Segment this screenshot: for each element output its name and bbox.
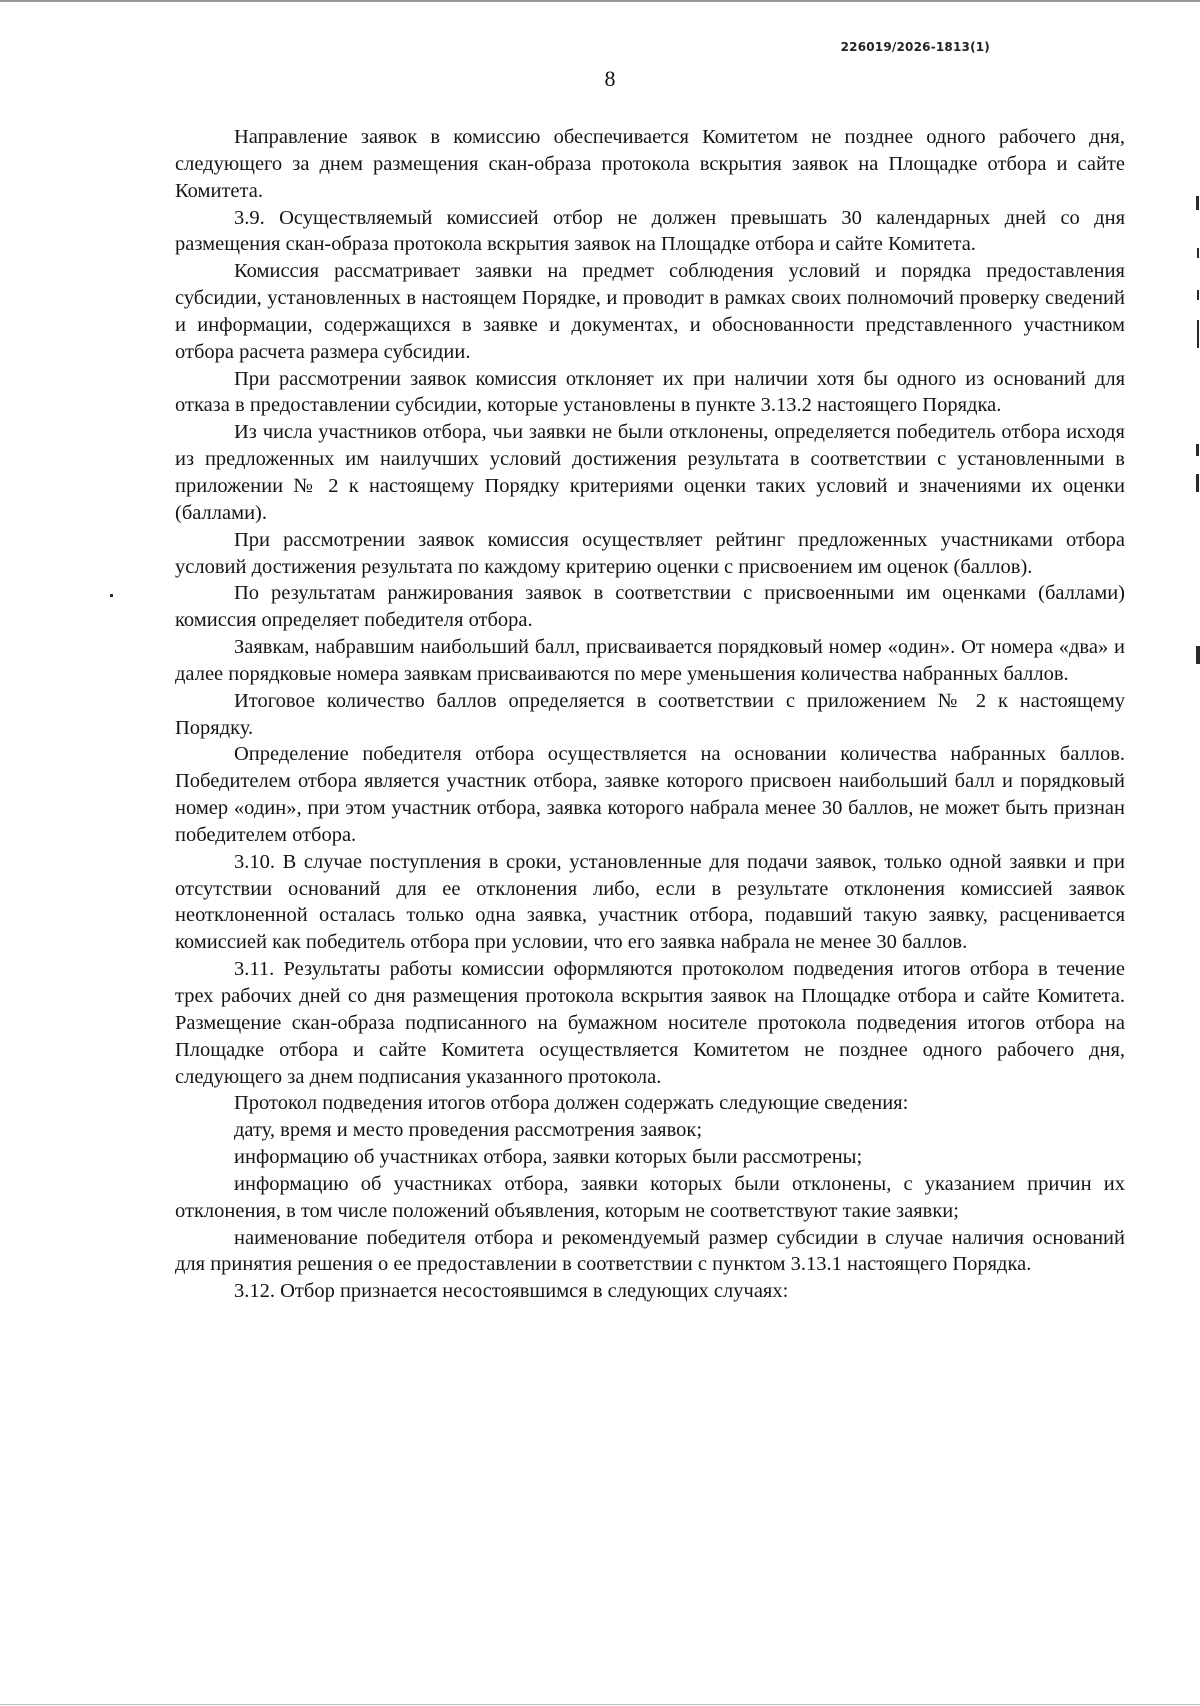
scan-edge-bottom (0, 1704, 1200, 1705)
paragraph: При рассмотрении заявок комиссия отклоняет их при наличии хотя бы одного из оснований для отказа в предоставлении субсидии, которые установлены в пункте 3.13.2 настоящего Порядка. (175, 367, 1125, 417)
paragraph: Определение победителя отбора осуществляется на основании количества набранных баллов. Победителем отбора является участник отбора, заявке которого присвоен наибольший балл и порядковый номер «один», при этом участник отбора, заявка которого набрала менее 30 баллов, не может быть признан победителем отбора. (175, 743, 1125, 846)
paragraph: Комиссия рассматривает заявки на предмет соблюдения условий и порядка предоставления субсидии, установленных в настоящем Порядке, и проводит в рамках своих полномочий проверку сведений и информации, содержащихся в заявке и документах, и обоснованности представленного участником отбора расчета размера субсидии. (175, 260, 1125, 363)
scan-mark (1197, 320, 1199, 348)
paragraph: Итоговое количество баллов определяется в соответствии с приложением № 2 к настоящему Порядку. (175, 689, 1125, 739)
paragraph: информацию об участниках отбора, заявки которых были отклонены, с указанием причин их отклонения, в том числе положений объявления, которым не соответствуют такие заявки; (175, 1172, 1125, 1222)
paragraph: 3.12. Отбор признается несостоявшимся в следующих случаях: (234, 1280, 789, 1303)
scan-mark (110, 594, 113, 597)
paragraph: наименование победителя отбора и рекомендуемый размер субсидии в случае наличия оснований для принятия решения о ее предоставлении в соответствии с пунктом 3.13.1 настоящего Порядка. (175, 1226, 1125, 1276)
paragraph: Протокол подведения итогов отбора должен содержать следующие сведения: (234, 1092, 909, 1115)
paragraph: Из числа участников отбора, чьи заявки не были отклонены, определяется победитель отбора исходя из предложенных им наилучших условий достижения результата в соответствии с установленными в приложении № 2 к настоящему Порядку критериями оценки таких условий и значениями их оценки (баллами). (175, 421, 1125, 524)
page-number: 8 (604, 66, 616, 91)
scan-mark (1196, 646, 1200, 664)
paragraph: При рассмотрении заявок комиссия осуществляет рейтинг предложенных участниками отбора условий достижения результата по каждому критерию оценки с присвоением им оценок (баллов). (175, 528, 1125, 578)
scan-mark (1197, 290, 1199, 300)
scan-mark (1196, 196, 1199, 210)
paragraph: Заявкам, набравшим наибольший балл, присваивается порядковый номер «один». От номера «два» и далее порядковые номера заявкам присваиваются по мере уменьшения количества набранных баллов. (175, 636, 1125, 685)
scan-mark (1197, 248, 1199, 258)
paragraph: 3.10. В случае поступления в сроки, установленные для подачи заявок, только одной заявки и при отсутствии оснований для ее отклонения либо, если в результате отклонения комиссией заявок неотклоненной осталась только одна заявка, участник отбора, подавший такую заявку, расценивается комиссией как победитель отбора при условии, что его заявка набрала не менее 30 баллов. (175, 850, 1125, 954)
paragraph: По результатам ранжирования заявок в соответствии с присвоенными им оценками (баллами) комиссия определяет победителя отбора. (175, 582, 1125, 632)
paragraph: Направление заявок в комиссию обеспечивается Комитетом не позднее одного рабочего дня, следующего за днем размещения скан-образа протокола вскрытия заявок на Площадке отбора и сайте Комитета. (175, 126, 1125, 202)
document-body (175, 124, 1125, 1305)
scan-edge-top (0, 0, 1200, 2)
paragraph: информацию об участниках отбора, заявки которых были рассмотрены; (234, 1146, 863, 1169)
paragraph: 3.9. Осуществляемый комиссией отбор не должен превышать 30 календарных дней со дня размещения скан-образа протокола вскрытия заявок на Площадке отбора и сайте Комитета. (175, 206, 1125, 256)
document-id: 226019/2026-1813(1) (840, 40, 990, 54)
paragraph: дату, время и место проведения рассмотрения заявок; (234, 1119, 703, 1142)
paragraph: 3.11. Результаты работы комиссии оформляются протоколом подведения итогов отбора в течение трех рабочих дней со дня размещения протокола вскрытия заявок на Площадке отбора и сайте Комитета. Размещение скан-образа подписанного на бумажном носителе протокола подведения итогов отбора на Площадке отбора и сайте Комитета осуществляется Комитетом не позднее одного рабочего дня, следующего за днем подписания указанного протокола. (175, 958, 1125, 1088)
scan-mark (1196, 444, 1199, 456)
scan-mark (1196, 474, 1199, 492)
